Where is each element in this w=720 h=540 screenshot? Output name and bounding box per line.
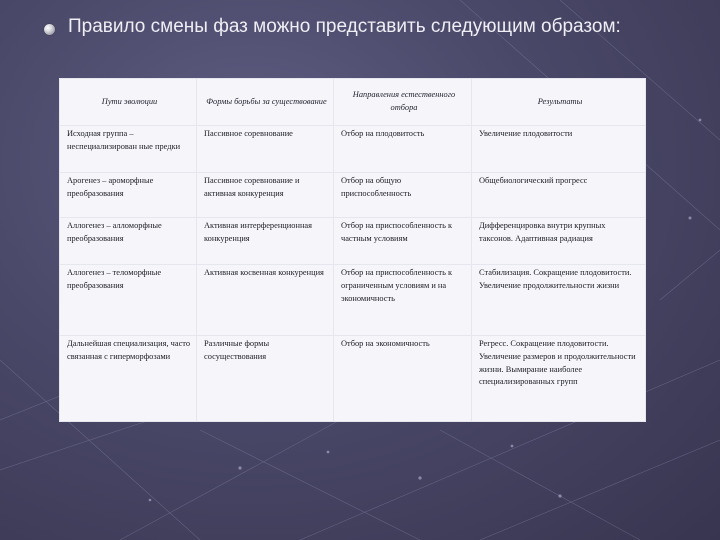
cell-path: Исходная группа – неспециализирован ные предки (60, 126, 197, 173)
cell-selection: Отбор на приспособленность к частным условиям (334, 218, 472, 265)
cell-selection: Отбор на экономичность (334, 336, 472, 422)
cell-result: Общебиологический прогресс (472, 173, 646, 218)
cell-struggle: Различные формы сосуществования (197, 336, 334, 422)
cell-struggle: Активная интерференционная конкуренция (197, 218, 334, 265)
header-selection-directions: Направления естественного отбора (334, 79, 472, 126)
header-evolution-paths: Пути эволюции (60, 79, 197, 126)
cell-result: Увеличение плодовитости (472, 126, 646, 173)
cell-selection: Отбор на приспособленность к ограниченным условиям и на экономичность (334, 265, 472, 336)
phase-rules-table (59, 78, 646, 422)
table-row (60, 173, 646, 218)
table-header-row (60, 79, 646, 126)
cell-selection: Отбор на общую приспособленность (334, 173, 472, 218)
cell-struggle: Активная косвенная конкуренция (197, 265, 334, 336)
cell-result: Регресс. Сокращение плодовитости. Увеличение размеров и продолжительности жизни. Вымирание наиболее специализированных групп (472, 336, 646, 422)
cell-result: Стабилизация. Сокращение плодовитости. Увеличение продолжительности жизни (472, 265, 646, 336)
cell-path: Аллогенез – алломорфные преобразования (60, 218, 197, 265)
slide-title: Правило смены фаз можно представить следующим образом: (68, 16, 621, 37)
table-row (60, 336, 646, 422)
table-row (60, 218, 646, 265)
cell-struggle: Пассивное соревнование (197, 126, 334, 173)
cell-path: Аллогенез – теломорфные преобразования (60, 265, 197, 336)
cell-path: Дальнейшая специализация, часто связанная с гиперморфозами (60, 336, 197, 422)
cell-result: Дифференцировка внутри крупных таксонов. Адаптивная радиация (472, 218, 646, 265)
header-results: Результаты (472, 79, 646, 126)
table-row (60, 126, 646, 173)
cell-selection: Отбор на плодовитость (334, 126, 472, 173)
title-bullet-icon (44, 24, 55, 35)
cell-struggle: Пассивное соревнование и активная конкуренция (197, 173, 334, 218)
header-struggle-forms: Формы борьбы за существование (197, 79, 334, 126)
cell-path: Арогенез – ароморфные преобразования (60, 173, 197, 218)
table-row (60, 265, 646, 336)
